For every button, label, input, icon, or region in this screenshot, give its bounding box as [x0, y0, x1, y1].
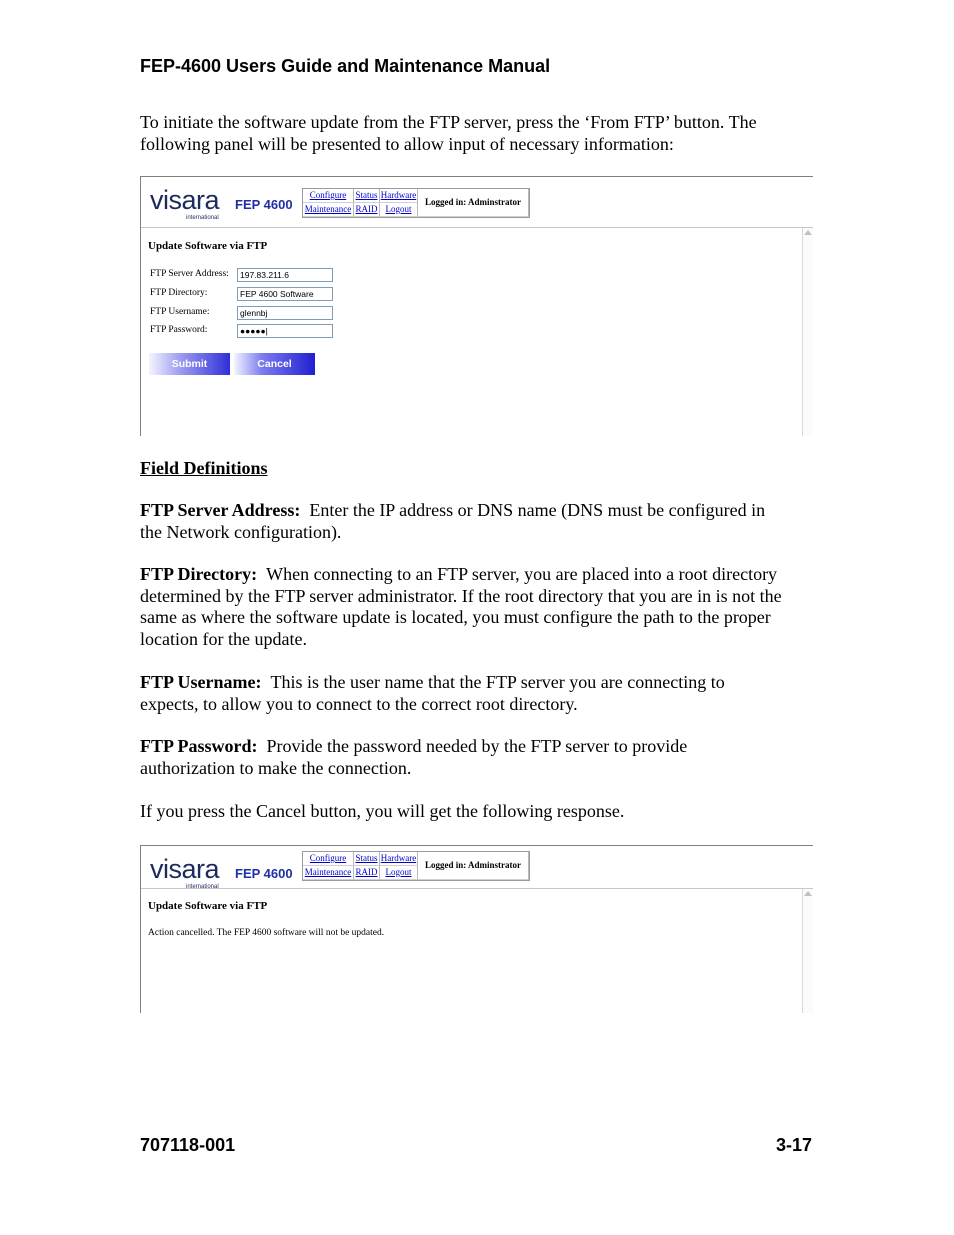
- def-server-address: [140, 500, 820, 543]
- def-password: [140, 736, 820, 779]
- directory-input[interactable]: FEP 4600 Software: [237, 287, 333, 301]
- password-label: FTP Password:: [150, 325, 208, 335]
- intro-line-2: following panel will be presented to allow input of necessary information:: [140, 133, 674, 154]
- nav-maintenance-2[interactable]: Maintenance: [303, 866, 354, 880]
- field-definitions-heading: Field Definitions: [140, 458, 268, 478]
- nav-logout[interactable]: Logout: [380, 203, 418, 217]
- logo-subtitle: international: [186, 215, 219, 221]
- app-banner-2: [141, 846, 813, 889]
- logged-in-status: Logged in: Adminstrator: [418, 189, 529, 217]
- def-directory-l4: location for the update.: [140, 628, 307, 649]
- def-directory-term: FTP Directory:: [140, 564, 258, 584]
- nav-hardware-2[interactable]: Hardware: [380, 852, 418, 866]
- cancel-response-screenshot: [140, 845, 813, 1013]
- document-header: FEP-4600 Users Guide and Maintenance Manual: [140, 56, 551, 76]
- server-address-input[interactable]: 197.83.211.6: [237, 268, 333, 282]
- panel-title-2: Update Software via FTP: [148, 900, 268, 912]
- def-server-term: FTP Server Address:: [140, 500, 301, 520]
- product-name-2: FEP 4600: [235, 866, 293, 881]
- server-address-label: FTP Server Address:: [150, 269, 229, 279]
- username-input[interactable]: glennbj: [237, 306, 333, 320]
- cancel-paragraph: If you press the Cancel button, you will get the following response.: [140, 801, 625, 821]
- nav-configure[interactable]: Configure: [303, 189, 354, 203]
- nav-logout-2[interactable]: Logout: [380, 866, 418, 880]
- cancel-message: Action cancelled. The FEP 4600 software will not be updated.: [148, 928, 385, 938]
- intro-line-1: To initiate the software update from the FTP server, press the ‘From FTP’ button. The: [140, 112, 757, 132]
- directory-label: FTP Directory:: [150, 288, 208, 298]
- nav-raid-2[interactable]: RAID: [354, 866, 380, 880]
- visara-logo-2: visara: [150, 854, 220, 884]
- nav-maintenance[interactable]: Maintenance: [303, 203, 354, 217]
- def-directory-l2: determined by the FTP server administrator. If the root directory that you are in is not the: [140, 585, 782, 606]
- password-input[interactable]: ●●●●●|: [237, 324, 333, 338]
- def-password-term: FTP Password:: [140, 736, 258, 756]
- def-server-l1: Enter the IP address or DNS name (DNS must be configured in: [309, 500, 766, 520]
- nav-status-2[interactable]: Status: [354, 852, 380, 866]
- app-banner: [141, 177, 813, 228]
- def-username-l1: This is the user name that the FTP server you are connecting to: [270, 672, 725, 692]
- def-username-term: FTP Username:: [140, 672, 262, 692]
- intro-paragraph: [140, 112, 820, 155]
- product-name: FEP 4600: [235, 197, 293, 212]
- def-directory-l1: When connecting to an FTP server, you are placed into a root directory: [266, 564, 778, 584]
- def-password-l1: Provide the password needed by the FTP server to provide: [266, 736, 688, 756]
- scroll-up-icon-2[interactable]: [804, 891, 812, 896]
- panel-title: Update Software via FTP: [148, 240, 268, 252]
- cancel-button[interactable]: Cancel: [234, 353, 315, 375]
- username-label: FTP Username:: [150, 307, 210, 317]
- nav-configure-2[interactable]: Configure: [303, 852, 354, 866]
- logged-in-status-2: Logged in: Adminstrator: [418, 852, 529, 880]
- scrollbar[interactable]: [802, 228, 813, 436]
- nav-menu-2: [302, 851, 530, 881]
- submit-button[interactable]: Submit: [149, 353, 230, 375]
- def-username-l2: expects, to allow you to connect to the correct root directory.: [140, 693, 578, 714]
- ftp-form-screenshot: [140, 176, 813, 436]
- logo-subtitle-2: international: [186, 884, 219, 890]
- nav-status[interactable]: Status: [354, 189, 380, 203]
- def-directory-l3: same as where the software update is located, you must configure the path to the proper: [140, 607, 771, 627]
- def-username: [140, 672, 820, 715]
- nav-menu: [302, 188, 530, 218]
- scrollbar-2[interactable]: [802, 889, 813, 1013]
- doc-number: 707118-001: [140, 1135, 236, 1155]
- visara-logo: visara: [150, 185, 220, 215]
- scroll-up-icon[interactable]: [804, 230, 812, 235]
- nav-hardware[interactable]: Hardware: [380, 189, 418, 203]
- def-password-l2: authorization to make the connection.: [140, 757, 412, 778]
- def-directory: [140, 564, 820, 650]
- def-server-l2: the Network configuration).: [140, 521, 342, 542]
- nav-raid[interactable]: RAID: [354, 203, 380, 217]
- page-number: 3-17: [775, 1135, 812, 1155]
